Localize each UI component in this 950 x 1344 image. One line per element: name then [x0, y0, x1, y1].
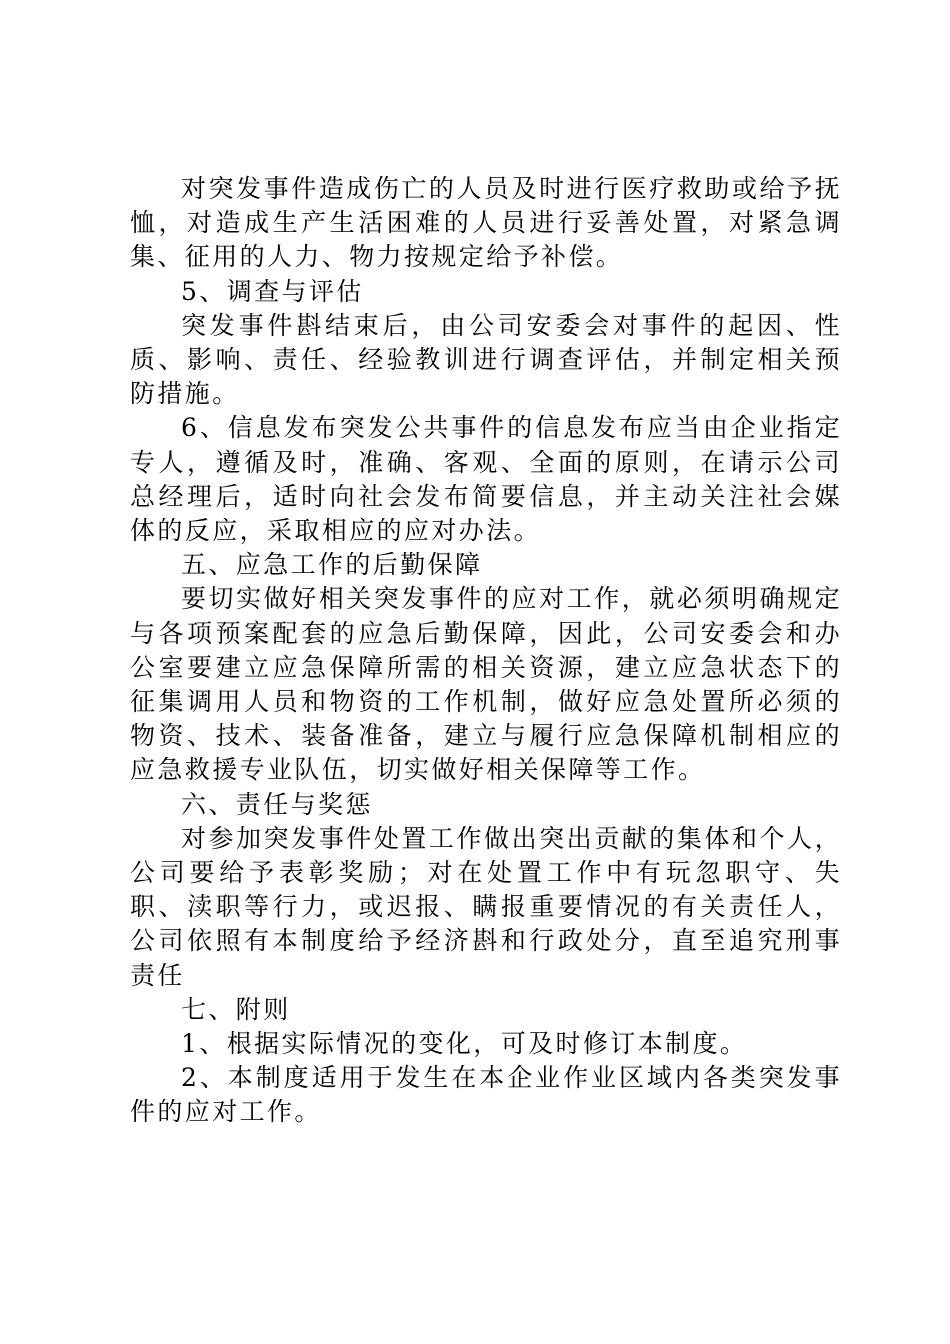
paragraph-relief: 对突发事件造成伤亡的人员及时进行医疗救助或给予抚恤，对造成生产生活困难的人员进行妥善处置，对紧急调集、征用的人力、物力按规定给予补偿。 [130, 174, 842, 272]
heading-supplementary: 七、附则 [181, 994, 291, 1024]
paragraph-logistics: 要切实做好相关突发事件的应对工作，就必须明确规定与各项预案配套的应急后勤保障，因此，公司安委会和办公室要建立应急保障所需的相关资源，建立应急状态下的征集调用人员和物资的工作机制，做好应急处置所必须的物资、技术、装备准备，建立与履行应急保障机制相应的应急救援专业队伍，切实做好相关保障等工作。 [130, 584, 842, 785]
paragraph-revision: 1、根据实际情况的变化，可及时修订本制度。 [181, 1029, 748, 1059]
paragraph-responsibility: 对参加突发事件处置工作做出突出贡献的集体和个人，公司要给予表彰奖励；对在处置工作中有玩忽职守、失职、渎职等行力，或迟报、瞒报重要情况的有关责任人，公司依照有本制度给予经济斟和行政处分，直至追究刑事责任 [130, 823, 842, 990]
heading-responsibility: 六、责任与奖惩 [181, 789, 373, 819]
paragraph-investigation: 突发事件斟结束后，由公司安委会对事件的起因、性质、影响、责任、经验教训进行调查评估，并制定相关预防措施。 [130, 310, 842, 409]
heading-investigation: 5、调查与评估 [181, 276, 364, 306]
paragraph-scope: 2、本制度适用于发生在本企业作业区域内各类突发事件的应对工作。 [130, 1063, 842, 1127]
heading-logistics: 五、应急工作的后勤保障 [181, 550, 483, 580]
document-body [130, 172, 842, 1130]
paragraph-information-release: 6、信息发布突发公共事件的信息发布应当由企业指定专人，遵循及时，准确、客观、全面的原则，在请示公司总经理后，适时向社会发布简要信息，并主动关注社会媒体的反应，采取相应的应对办法。 [130, 413, 842, 546]
